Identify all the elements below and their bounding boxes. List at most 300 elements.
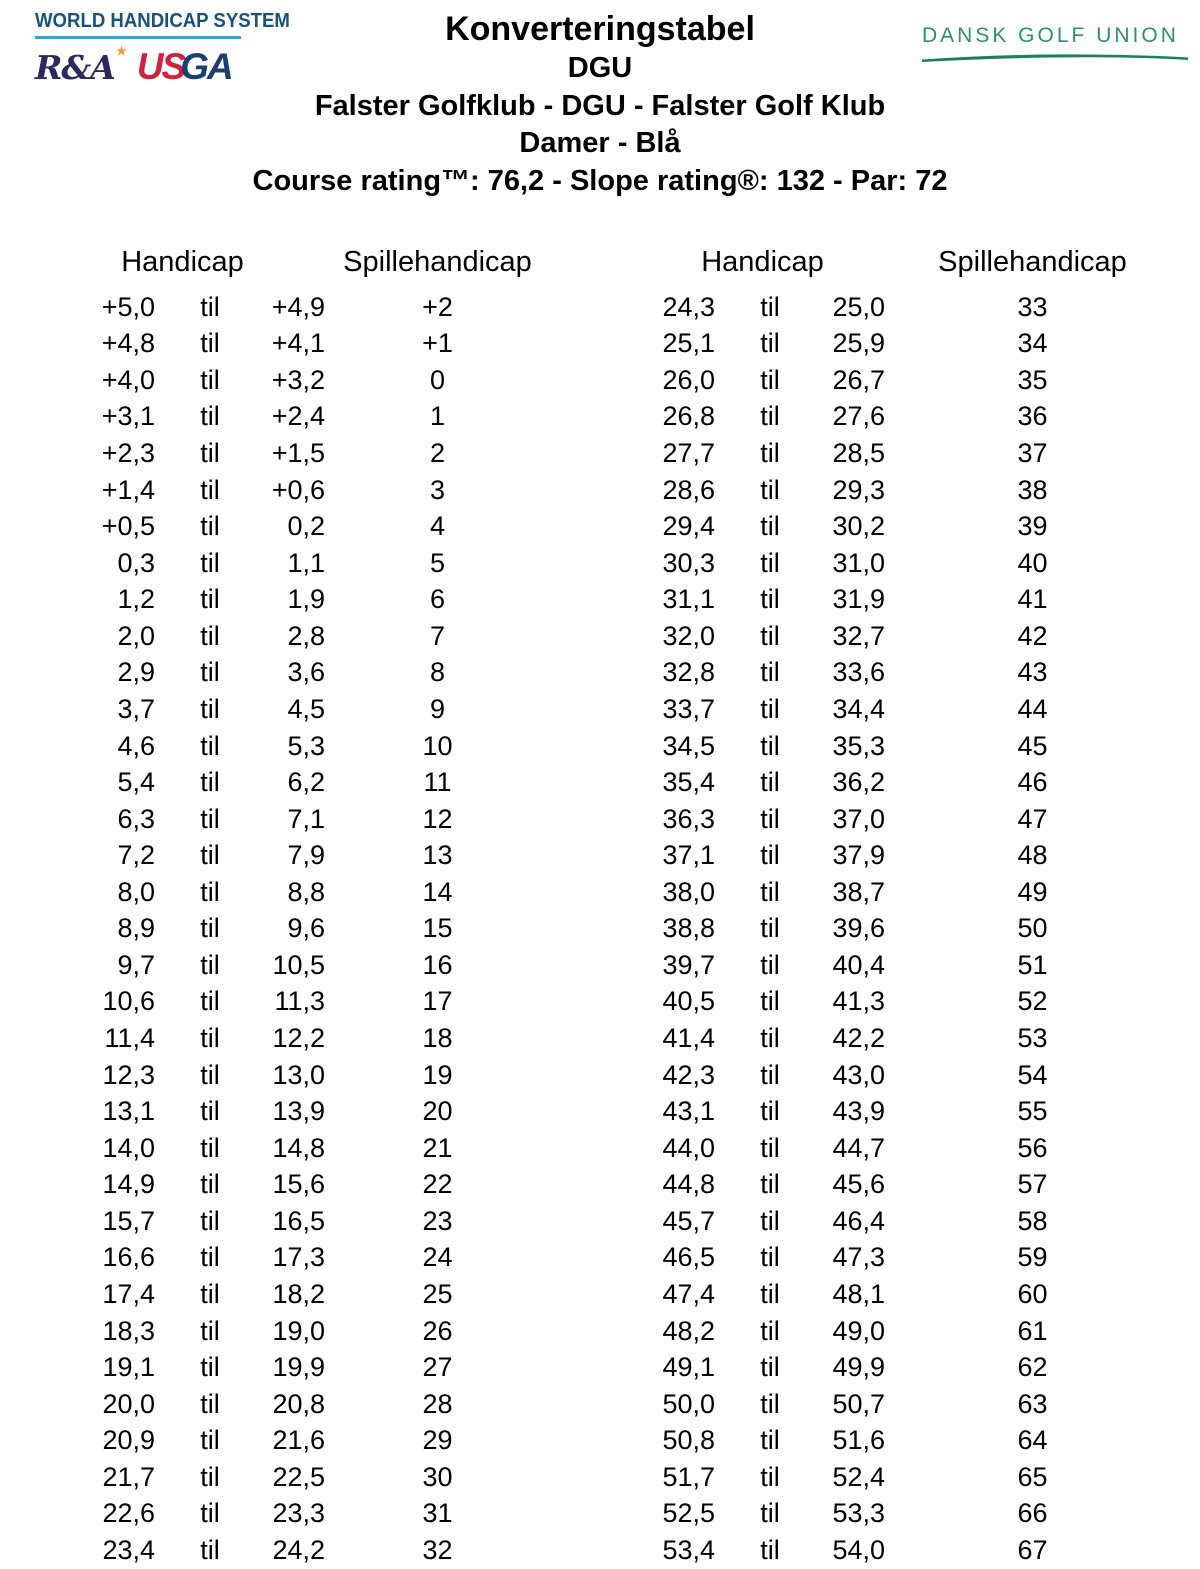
table-row <box>640 618 1180 655</box>
range-separator: til <box>760 840 780 871</box>
range-separator: til <box>760 1498 780 1529</box>
range-separator: til <box>200 291 220 322</box>
playing-handicap-value: 64 <box>1017 1425 1048 1456</box>
handicap-range-to: +1,5 <box>271 438 325 469</box>
playing-handicap-value: 50 <box>1017 913 1048 944</box>
handicap-range-to: 32,7 <box>832 620 885 651</box>
range-separator: til <box>760 1315 780 1346</box>
handicap-range-from: 23,4 <box>102 1534 155 1565</box>
range-separator: til <box>200 401 220 432</box>
handicap-range-to: 43,9 <box>832 1096 885 1127</box>
handicap-range-from: 24,3 <box>662 291 715 322</box>
range-separator: til <box>200 1242 220 1273</box>
range-separator: til <box>200 547 220 578</box>
range-separator: til <box>200 803 220 834</box>
document-header <box>0 0 1200 235</box>
playing-handicap-value: 63 <box>1017 1388 1048 1419</box>
playing-handicap-value: 15 <box>422 913 453 944</box>
playing-handicap-value: 16 <box>422 949 453 980</box>
table-row <box>40 1240 550 1277</box>
table-row <box>40 508 550 545</box>
range-separator: til <box>200 840 220 871</box>
range-separator: til <box>760 986 780 1017</box>
playing-handicap-value: 26 <box>422 1315 453 1346</box>
table-row <box>40 1093 550 1130</box>
table-row <box>40 1386 550 1423</box>
handicap-range-to: 4,5 <box>287 693 325 724</box>
handicap-range-from: 33,7 <box>662 693 715 724</box>
table-row <box>40 691 550 728</box>
handicap-range-from: 45,7 <box>662 1205 715 1236</box>
playing-handicap-value: 53 <box>1017 1023 1048 1054</box>
range-separator: til <box>760 1278 780 1309</box>
handicap-range-to: 18,2 <box>272 1278 325 1309</box>
handicap-range-to: 37,9 <box>832 840 885 871</box>
playing-handicap-value: 9 <box>429 693 446 724</box>
playing-handicap-value: 27 <box>422 1352 453 1383</box>
range-separator: til <box>200 693 220 724</box>
handicap-range-from: 38,0 <box>662 876 715 907</box>
handicap-range-from: 25,1 <box>662 328 715 359</box>
playing-handicap-value: 12 <box>422 803 453 834</box>
handicap-range-to: 13,9 <box>272 1096 325 1127</box>
dgu-logo <box>922 24 1192 63</box>
handicap-range-from: 40,5 <box>662 986 715 1017</box>
spillehandicap-column-header: Spillehandicap <box>343 245 532 278</box>
handicap-range-from: 46,5 <box>662 1242 715 1273</box>
playing-handicap-value: 13 <box>422 840 453 871</box>
range-separator: til <box>760 1461 780 1492</box>
table-body-left <box>40 289 550 1569</box>
table-body-right <box>640 289 1180 1569</box>
range-separator: til <box>760 1242 780 1273</box>
table-row <box>640 1459 1180 1496</box>
club-title: Falster Golfklub - DGU - Falster Golf Klub <box>314 89 886 122</box>
handicap-range-from: 20,0 <box>102 1388 155 1419</box>
page-title: Konverteringstabel <box>445 10 755 48</box>
handicap-range-from: 14,9 <box>102 1169 155 1200</box>
playing-handicap-value: 55 <box>1017 1096 1048 1127</box>
handicap-range-to: 26,7 <box>832 364 885 395</box>
playing-handicap-value: 35 <box>1017 364 1048 395</box>
playing-handicap-value: 45 <box>1017 730 1048 761</box>
handicap-range-from: 2,9 <box>117 657 155 688</box>
handicap-range-to: 31,9 <box>832 584 885 615</box>
playing-handicap-value: 44 <box>1017 693 1048 724</box>
handicap-range-from: 16,6 <box>102 1242 155 1273</box>
handicap-range-to: 1,1 <box>287 547 325 578</box>
handicap-range-from: 49,1 <box>662 1352 715 1383</box>
handicap-range-from: 36,3 <box>662 803 715 834</box>
table-row <box>40 801 550 838</box>
playing-handicap-value: 20 <box>422 1096 453 1127</box>
handicap-range-to: 39,6 <box>832 913 885 944</box>
table-row <box>640 289 1180 326</box>
range-separator: til <box>760 803 780 834</box>
handicap-range-to: 12,2 <box>272 1023 325 1054</box>
handicap-range-from: 11,4 <box>104 1023 155 1054</box>
table-row <box>640 326 1180 363</box>
playing-handicap-value: 1 <box>429 401 446 432</box>
playing-handicap-value: 41 <box>1017 584 1048 615</box>
handicap-range-to: 41,3 <box>832 986 885 1017</box>
table-row <box>640 508 1180 545</box>
handicap-range-from: 41,4 <box>662 1023 715 1054</box>
handicap-range-to: 52,4 <box>832 1461 885 1492</box>
ra-star-icon: ★ <box>116 44 126 58</box>
organization-title: DGU <box>567 52 633 84</box>
range-separator: til <box>200 1205 220 1236</box>
range-separator: til <box>200 1096 220 1127</box>
handicap-range-to: 27,6 <box>832 401 885 432</box>
handicap-range-from: 50,0 <box>662 1388 715 1419</box>
handicap-range-from: +2,3 <box>101 438 155 469</box>
handicap-range-to: 11,3 <box>274 986 325 1017</box>
range-separator: til <box>200 1278 220 1309</box>
handicap-range-from: 4,6 <box>117 730 155 761</box>
table-row <box>640 399 1180 436</box>
playing-handicap-value: 3 <box>429 474 446 505</box>
handicap-range-from: 3,7 <box>117 693 155 724</box>
range-separator: til <box>760 767 780 798</box>
handicap-range-to: +4,9 <box>271 291 325 322</box>
table-row <box>40 326 550 363</box>
handicap-column-header: Handicap <box>701 245 824 278</box>
handicap-range-to: 13,0 <box>272 1059 325 1090</box>
range-separator: til <box>760 1205 780 1236</box>
range-separator: til <box>760 547 780 578</box>
ratings-line: Course rating™: 76,2 - Slope rating®: 132 - Par: 72 <box>252 164 948 197</box>
handicap-range-from: 27,7 <box>662 438 715 469</box>
handicap-range-to: 15,6 <box>272 1169 325 1200</box>
table-row <box>640 728 1180 765</box>
table-row <box>640 1496 1180 1533</box>
ra-wordmark: R&A <box>35 48 115 87</box>
table-row <box>640 1240 1180 1277</box>
table-row <box>40 545 550 582</box>
handicap-range-from: 52,5 <box>662 1498 715 1529</box>
handicap-range-to: 17,3 <box>272 1242 325 1273</box>
handicap-range-from: 8,9 <box>117 913 155 944</box>
table-row <box>40 655 550 692</box>
handicap-range-to: 25,9 <box>832 328 885 359</box>
handicap-range-from: +5,0 <box>101 291 155 322</box>
table-row <box>640 1167 1180 1204</box>
playing-handicap-value: 6 <box>429 584 446 615</box>
handicap-range-to: 29,3 <box>832 474 885 505</box>
handicap-range-from: 21,7 <box>102 1461 155 1492</box>
handicap-range-to: 20,8 <box>272 1388 325 1419</box>
table-row <box>40 947 550 984</box>
table-row <box>640 655 1180 692</box>
range-separator: til <box>760 1425 780 1456</box>
table-row <box>640 984 1180 1021</box>
table-row <box>640 1532 1180 1569</box>
handicap-range-from: 51,7 <box>662 1461 715 1492</box>
handicap-range-to: 37,0 <box>832 803 885 834</box>
playing-handicap-value: 0 <box>429 364 446 395</box>
table-row <box>640 801 1180 838</box>
handicap-range-from: 22,6 <box>102 1498 155 1529</box>
playing-handicap-value: 46 <box>1017 767 1048 798</box>
range-separator: til <box>200 986 220 1017</box>
table-row <box>640 362 1180 399</box>
table-row <box>40 435 550 472</box>
range-separator: til <box>760 913 780 944</box>
handicap-range-from: 53,4 <box>662 1534 715 1565</box>
playing-handicap-value: +1 <box>422 328 453 359</box>
handicap-range-to: 9,6 <box>287 913 325 944</box>
range-separator: til <box>760 730 780 761</box>
range-separator: til <box>200 1059 220 1090</box>
playing-handicap-value: 61 <box>1017 1315 1048 1346</box>
playing-handicap-value: +2 <box>422 291 453 322</box>
table-row <box>640 1313 1180 1350</box>
range-separator: til <box>200 438 220 469</box>
handicap-range-to: 38,7 <box>832 876 885 907</box>
range-separator: til <box>200 1352 220 1383</box>
handicap-range-to: 21,6 <box>272 1425 325 1456</box>
playing-handicap-value: 47 <box>1017 803 1048 834</box>
handicap-range-to: 44,7 <box>832 1132 885 1163</box>
handicap-range-from: 34,5 <box>662 730 715 761</box>
playing-handicap-value: 7 <box>429 620 446 651</box>
table-row <box>40 618 550 655</box>
range-separator: til <box>200 1132 220 1163</box>
playing-handicap-value: 62 <box>1017 1352 1048 1383</box>
handicap-range-from: 43,1 <box>662 1096 715 1127</box>
table-row <box>40 911 550 948</box>
range-separator: til <box>200 1315 220 1346</box>
handicap-range-to: 8,8 <box>287 876 325 907</box>
playing-handicap-value: 17 <box>422 986 453 1017</box>
handicap-range-from: 39,7 <box>662 949 715 980</box>
handicap-range-to: 46,4 <box>832 1205 885 1236</box>
playing-handicap-value: 36 <box>1017 401 1048 432</box>
table-row <box>40 362 550 399</box>
range-separator: til <box>200 1023 220 1054</box>
range-separator: til <box>760 511 780 542</box>
playing-handicap-value: 59 <box>1017 1242 1048 1273</box>
table-row <box>40 1167 550 1204</box>
table-row <box>40 1020 550 1057</box>
table-row <box>40 1057 550 1094</box>
playing-handicap-value: 11 <box>423 767 452 798</box>
playing-handicap-value: 66 <box>1017 1498 1048 1529</box>
playing-handicap-value: 56 <box>1017 1132 1048 1163</box>
table-row <box>640 837 1180 874</box>
handicap-range-from: 30,3 <box>662 547 715 578</box>
playing-handicap-value: 21 <box>422 1132 453 1163</box>
range-separator: til <box>760 438 780 469</box>
handicap-range-to: 6,2 <box>287 767 325 798</box>
range-separator: til <box>200 511 220 542</box>
handicap-range-from: +4,8 <box>101 328 155 359</box>
playing-handicap-value: 42 <box>1017 620 1048 651</box>
handicap-range-to: 0,2 <box>287 511 325 542</box>
table-row <box>40 1496 550 1533</box>
handicap-range-to: 43,0 <box>832 1059 885 1090</box>
table-header-left <box>40 240 550 284</box>
range-separator: til <box>760 328 780 359</box>
playing-handicap-value: 57 <box>1017 1169 1048 1200</box>
range-separator: til <box>200 1169 220 1200</box>
handicap-range-from: 19,1 <box>102 1352 155 1383</box>
handicap-range-to: 7,1 <box>287 803 325 834</box>
table-row <box>40 728 550 765</box>
playing-handicap-value: 67 <box>1017 1534 1048 1565</box>
playing-handicap-value: 25 <box>422 1278 453 1309</box>
playing-handicap-value: 58 <box>1017 1205 1048 1236</box>
range-separator: til <box>760 1169 780 1200</box>
handicap-range-from: 7,2 <box>117 840 155 871</box>
table-row <box>40 582 550 619</box>
handicap-range-from: 44,8 <box>662 1169 715 1200</box>
playing-handicap-value: 34 <box>1017 328 1048 359</box>
playing-handicap-value: 5 <box>429 547 446 578</box>
handicap-range-from: 0,3 <box>117 547 155 578</box>
handicap-range-to: 24,2 <box>272 1534 325 1565</box>
playing-handicap-value: 48 <box>1017 840 1048 871</box>
range-separator: til <box>200 328 220 359</box>
handicap-range-from: 12,3 <box>102 1059 155 1090</box>
range-separator: til <box>200 1534 220 1565</box>
playing-handicap-value: 38 <box>1017 474 1048 505</box>
handicap-range-from: 29,4 <box>662 511 715 542</box>
handicap-range-from: 5,4 <box>117 767 155 798</box>
table-row <box>640 1203 1180 1240</box>
playing-handicap-value: 52 <box>1017 986 1048 1017</box>
table-row <box>40 1313 550 1350</box>
range-separator: til <box>760 401 780 432</box>
handicap-range-to: 47,3 <box>832 1242 885 1273</box>
playing-handicap-value: 28 <box>422 1388 453 1419</box>
playing-handicap-value: 24 <box>422 1242 453 1273</box>
range-separator: til <box>760 1023 780 1054</box>
handicap-range-from: 42,3 <box>662 1059 715 1090</box>
range-separator: til <box>200 620 220 651</box>
playing-handicap-value: 29 <box>422 1425 453 1456</box>
handicap-range-to: 7,9 <box>287 840 325 871</box>
handicap-range-from: +4,0 <box>101 364 155 395</box>
range-separator: til <box>760 364 780 395</box>
range-separator: til <box>760 291 780 322</box>
range-separator: til <box>200 474 220 505</box>
handicap-range-from: 47,4 <box>662 1278 715 1309</box>
table-row <box>40 1459 550 1496</box>
table-row <box>40 984 550 1021</box>
handicap-range-from: 2,0 <box>117 620 155 651</box>
range-separator: til <box>200 913 220 944</box>
handicap-range-to: 40,4 <box>832 949 885 980</box>
handicap-range-to: 2,8 <box>287 620 325 651</box>
table-row <box>40 1203 550 1240</box>
handicap-range-from: 15,7 <box>102 1205 155 1236</box>
handicap-range-from: 10,6 <box>102 986 155 1017</box>
playing-handicap-value: 30 <box>422 1461 453 1492</box>
range-separator: til <box>200 584 220 615</box>
range-separator: til <box>200 876 220 907</box>
table-row <box>40 399 550 436</box>
table-row <box>640 1276 1180 1313</box>
handicap-range-to: 5,3 <box>287 730 325 761</box>
table-row <box>40 289 550 326</box>
playing-handicap-value: 65 <box>1017 1461 1048 1492</box>
playing-handicap-value: 23 <box>422 1205 453 1236</box>
table-row <box>40 472 550 509</box>
handicap-range-from: +1,4 <box>101 474 155 505</box>
table-row <box>640 874 1180 911</box>
handicap-range-to: 35,3 <box>832 730 885 761</box>
handicap-range-from: 17,4 <box>102 1278 155 1309</box>
playing-handicap-value: 19 <box>422 1059 453 1090</box>
handicap-range-from: 18,3 <box>102 1315 155 1346</box>
playing-handicap-value: 43 <box>1017 657 1048 688</box>
playing-handicap-value: 33 <box>1017 291 1048 322</box>
table-row <box>40 1349 550 1386</box>
range-separator: til <box>760 1096 780 1127</box>
table-row <box>640 947 1180 984</box>
handicap-range-to: 28,5 <box>832 438 885 469</box>
handicap-range-from: 26,8 <box>662 401 715 432</box>
handicap-range-from: 8,0 <box>117 876 155 907</box>
handicap-range-to: +3,2 <box>271 364 325 395</box>
handicap-range-from: 31,1 <box>662 584 715 615</box>
range-separator: til <box>760 949 780 980</box>
handicap-range-from: 48,2 <box>662 1315 715 1346</box>
playing-handicap-value: 2 <box>429 438 446 469</box>
range-separator: til <box>760 584 780 615</box>
handicap-range-from: 32,8 <box>662 657 715 688</box>
handicap-range-to: 53,3 <box>832 1498 885 1529</box>
handicap-range-to: 48,1 <box>832 1278 885 1309</box>
handicap-range-to: 19,0 <box>272 1315 325 1346</box>
handicap-range-to: 30,2 <box>832 511 885 542</box>
table-row <box>640 1130 1180 1167</box>
table-row <box>40 1276 550 1313</box>
handicap-range-to: 19,9 <box>272 1352 325 1383</box>
conversion-table-right <box>640 240 1180 1569</box>
table-row <box>40 1422 550 1459</box>
handicap-range-to: 45,6 <box>832 1169 885 1200</box>
conversion-table-left <box>40 240 550 1569</box>
handicap-range-to: 49,0 <box>832 1315 885 1346</box>
dgu-wordmark: DANSK GOLF UNION <box>922 24 1179 47</box>
table-row <box>640 472 1180 509</box>
handicap-range-to: 1,9 <box>287 584 325 615</box>
handicap-range-to: 3,6 <box>287 657 325 688</box>
range-separator: til <box>200 1498 220 1529</box>
playing-handicap-value: 51 <box>1017 949 1048 980</box>
range-separator: til <box>200 730 220 761</box>
range-separator: til <box>760 474 780 505</box>
handicap-range-to: 33,6 <box>832 657 885 688</box>
range-separator: til <box>760 693 780 724</box>
handicap-range-from: 37,1 <box>662 840 715 871</box>
handicap-range-to: 31,0 <box>832 547 885 578</box>
playing-handicap-value: 37 <box>1017 438 1048 469</box>
playing-handicap-value: 49 <box>1017 876 1048 907</box>
table-header-right <box>640 240 1180 284</box>
usga-ga-text: GA <box>180 46 232 87</box>
handicap-range-to: +4,1 <box>271 328 325 359</box>
handicap-range-from: +0,5 <box>101 511 155 542</box>
table-row <box>640 1349 1180 1386</box>
handicap-range-from: 32,0 <box>662 620 715 651</box>
handicap-range-to: 22,5 <box>272 1461 325 1492</box>
range-separator: til <box>200 364 220 395</box>
handicap-range-to: 54,0 <box>832 1534 885 1565</box>
